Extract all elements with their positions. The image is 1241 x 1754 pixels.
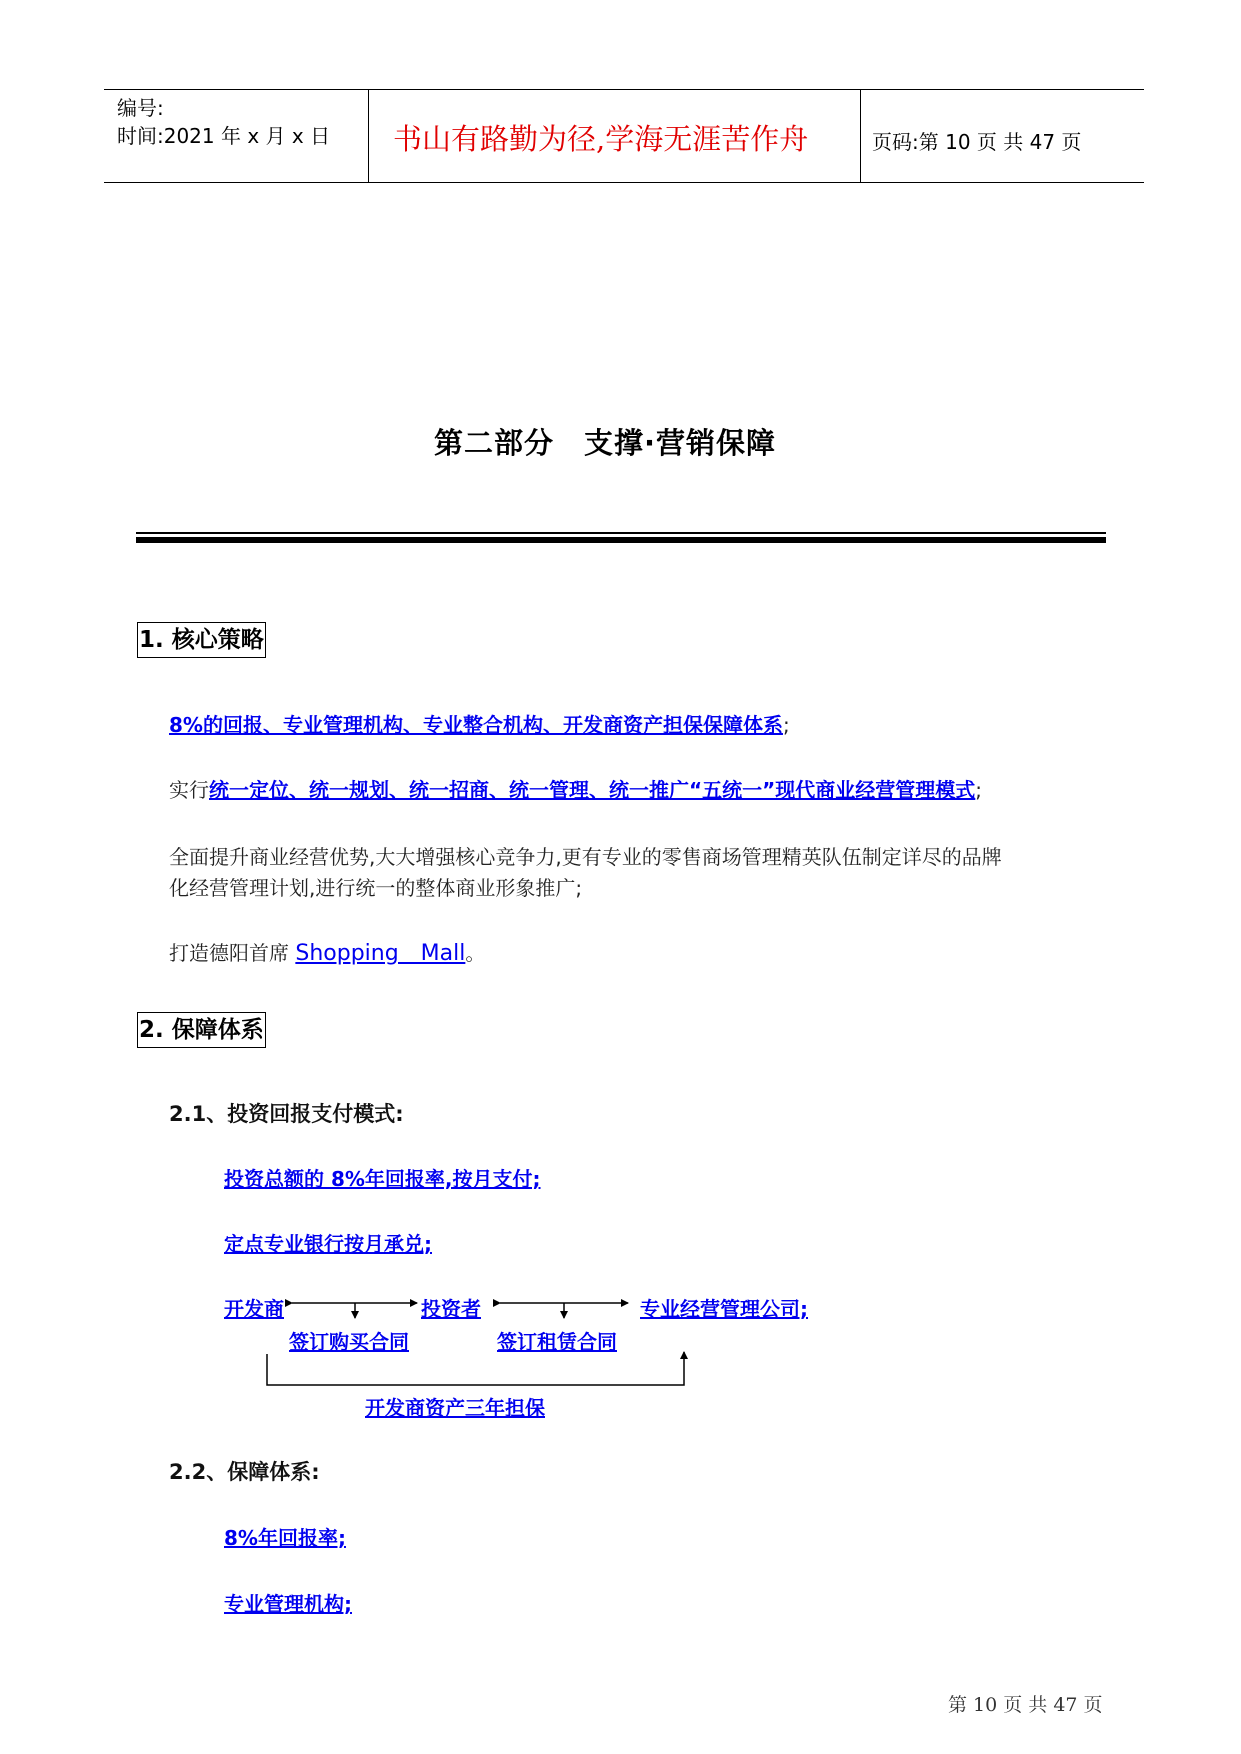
flow-developer[interactable]: 开发商 — [224, 1297, 284, 1321]
paragraph-4: 打造德阳首席 Shopping Mall。 — [169, 941, 486, 966]
link-return-rate[interactable]: 8%年回报率; — [224, 1526, 346, 1550]
flow-lease-contract[interactable]: 签订租赁合同 — [497, 1330, 617, 1354]
paragraph-3-line-2: 化经营管理计划,进行统一的整体商业形象推广; — [169, 876, 583, 900]
header-time-label: 时间:2021 年 x 月 x 日 — [117, 124, 331, 148]
header-page-label: 页码:第 10 页 共 47 页 — [872, 130, 1082, 154]
header-motto: 书山有路勤为径,学海无涯苦作舟 — [393, 122, 809, 156]
link-five-unified-mode[interactable]: 统一定位、统一规划、统一招商、统一管理、统一推广“五统一”现代商业经营管理模式 — [209, 778, 976, 802]
link-guarantee-system[interactable]: 8%的回报、专业管理机构、专业整合机构、开发商资产担保保障体系 — [169, 713, 783, 737]
link-management-agency[interactable]: 专业管理机构; — [224, 1592, 352, 1616]
link-shopping-mall[interactable]: Shopping Mall — [295, 941, 466, 966]
section-2-heading: 2. 保障体系 — [137, 1012, 266, 1048]
page-footer: 第 10 页 共 47 页 — [948, 1694, 1103, 1716]
paragraph-3-line-1: 全面提升商业经营优势,大大增强核心竞争力,更有专业的零售商场管理精英队伍制定详尽的品牌 — [169, 845, 1002, 869]
flow-purchase-contract[interactable]: 签订购买合同 — [289, 1330, 409, 1354]
header-number-label: 编号: — [117, 96, 164, 120]
flow-investor[interactable]: 投资者 — [421, 1297, 481, 1321]
guarantee-bracket — [267, 1352, 684, 1385]
subsection-2-1-heading: 2.1、投资回报支付模式: — [169, 1102, 404, 1126]
paragraph-2: 实行统一定位、统一规划、统一招商、统一管理、统一推广“五统一”现代商业经营管理模式; — [169, 778, 983, 802]
paragraph-1: 8%的回报、专业管理机构、专业整合机构、开发商资产担保保障体系; — [169, 713, 790, 737]
link-bank-acceptance[interactable]: 定点专业银行按月承兑; — [224, 1232, 432, 1256]
section-1-heading: 1. 核心策略 — [137, 622, 266, 658]
flow-management-company[interactable]: 专业经营管理公司; — [640, 1297, 808, 1321]
flow-asset-guarantee[interactable]: 开发商资产三年担保 — [365, 1396, 545, 1420]
link-annual-return[interactable]: 投资总额的 8%年回报率,按月支付; — [224, 1167, 541, 1191]
subsection-2-2-heading: 2.2、保障体系: — [169, 1460, 320, 1484]
page-title: 第二部分 支撑·营销保障 — [434, 426, 777, 460]
